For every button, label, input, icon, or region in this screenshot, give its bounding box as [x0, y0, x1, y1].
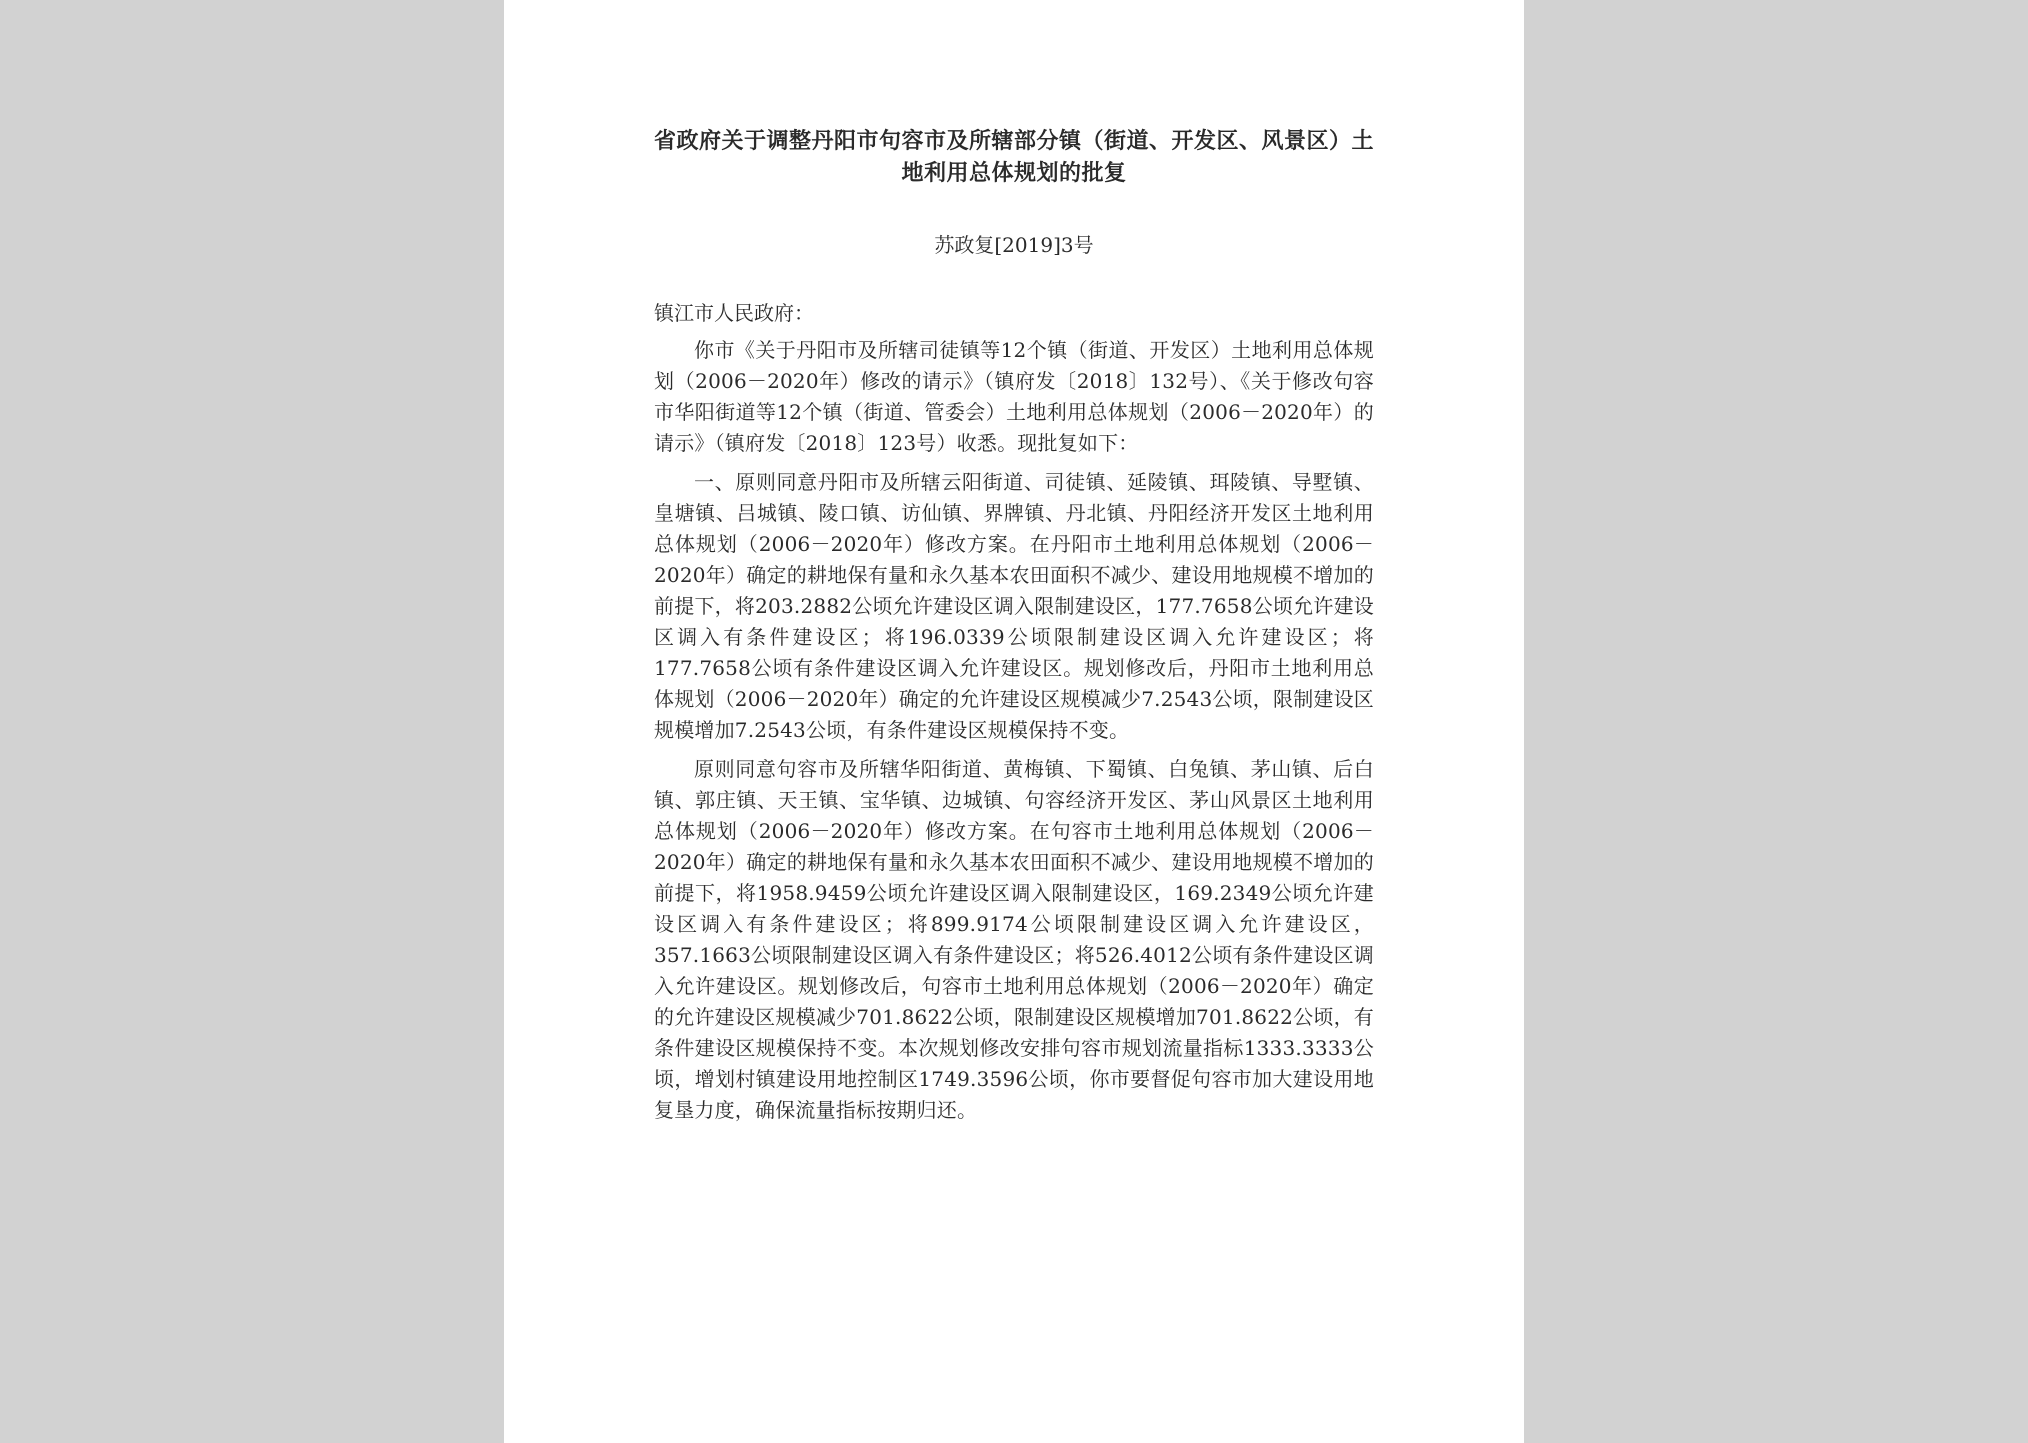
document-page	[504, 0, 1524, 1443]
paragraph-danyang-approval: 一、原则同意丹阳市及所辖云阳街道、司徒镇、延陵镇、珥陵镇、导墅镇、皇塘镇、吕城镇、陵口镇、访仙镇、界牌镇、丹北镇、丹阳经济开发区土地利用总体规划（2006－2020年）修改方案。在丹阳市土地利用总体规划（2006－2020年）确定的耕地保有量和永久基本农田面积不减少、建设用地规模不增加的前提下，将203.2882公顷允许建设区调入限制建设区，177.7658公顷允许建设区调入有条件建设区；将196.0339公顷限制建设区调入允许建设区；将177.7658公顷有条件建设区调入允许建设区。规划修改后，丹阳市土地利用总体规划（2006－2020年）确定的允许建设区规模减少7.2543公顷，限制建设区规模增加7.2543公顷，有条件建设区规模保持不变。	[654, 470, 1374, 742]
paragraph-jurong-approval: 原则同意句容市及所辖华阳街道、黄梅镇、下蜀镇、白兔镇、茅山镇、后白镇、郭庄镇、天王镇、宝华镇、边城镇、句容经济开发区、茅山风景区土地利用总体规划（2006－2020年）修改方案。在句容市土地利用总体规划（2006－2020年）确定的耕地保有量和永久基本农田面积不减少、建设用地规模不增加的前提下，将1958.9459公顷允许建设区调入限制建设区，169.2349公顷允许建设区调入有条件建设区；将899.9174公顷限制建设区调入允许建设区，357.1663公顷限制建设区调入有条件建设区；将526.4012公顷有条件建设区调入允许建设区。规划修改后，句容市土地利用总体规划（2006－2020年）确定的允许建设区规模减少701.8622公顷，限制建设区规模增加701.8622公顷，有条件建设区规模保持不变。本次规划修改安排句容市规划流量指标1333.3333公顷，增划村镇建设用地控制区1749.3596公顷，你市要督促句容市加大建设用地复垦力度，确保流量指标按期归还。	[654, 757, 1374, 1122]
document-number: 苏政复[2019]3号	[934, 233, 1094, 257]
salutation: 镇江市人民政府：	[654, 301, 814, 325]
page-content	[654, 126, 1374, 1126]
paragraph-request-received: 你市《关于丹阳市及所辖司徒镇等12个镇（街道、开发区）土地利用总体规划（2006－2020年）修改的请示》（镇府发〔2018〕132号）、《关于修改句容市华阳街道等12个镇（街道、管委会）土地利用总体规划（2006－2020年）的请示》（镇府发〔2018〕123号）收悉。现批复如下：	[654, 338, 1374, 455]
document-title: 省政府关于调整丹阳市句容市及所辖部分镇（街道、开发区、风景区）土地利用总体规划的批复	[654, 129, 1375, 186]
